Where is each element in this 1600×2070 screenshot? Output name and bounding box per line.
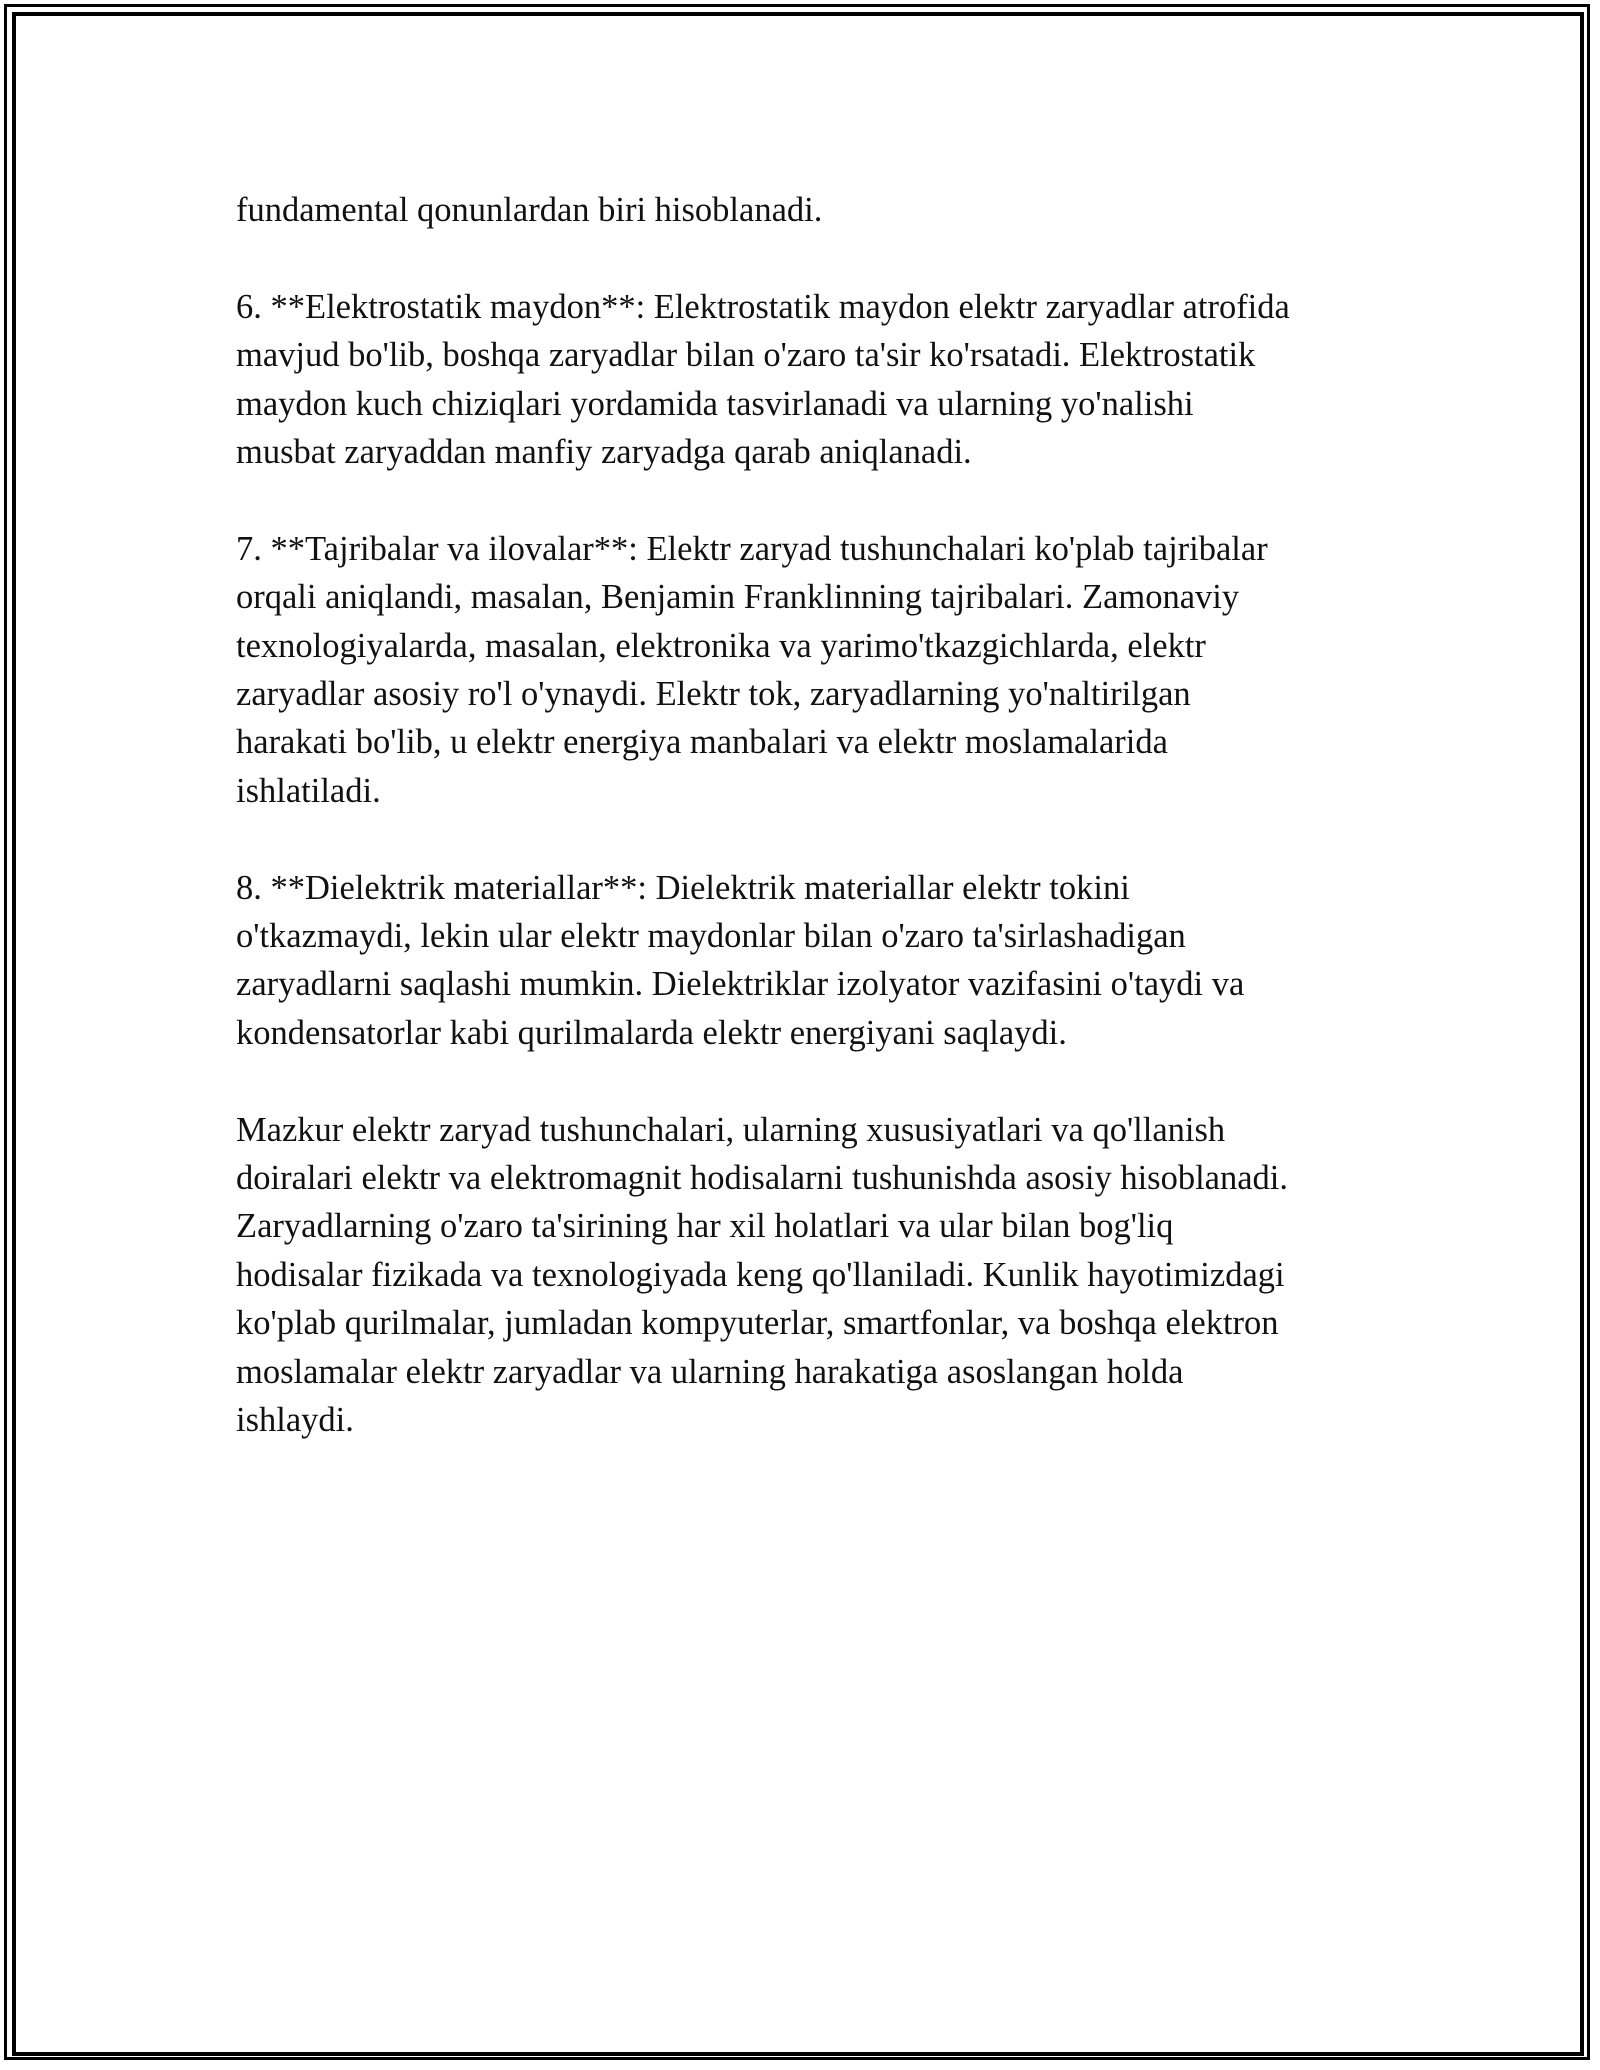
text-line: 7. **Tajribalar va ilovalar**: Elektr zaryad tushunchalari ko'plab tajribalar (236, 529, 1268, 568)
text-line: ko'plab qurilmalar, jumladan kompyuterlar, smartfonlar, va boshqa elektron (236, 1304, 1279, 1343)
text-line: zaryadlarni saqlashi mumkin. Dielektriklar izolyator vazifasini o'taydi va (236, 965, 1245, 1004)
text-line: Mazkur elektr zaryad tushunchalari, ularning xususiyatlari va qo'llanish (236, 1110, 1226, 1149)
text-line: moslamalar elektr zaryadlar va ularning harakatiga asoslangan holda (236, 1352, 1184, 1391)
text-line: zaryadlar asosiy ro'l o'ynaydi. Elektr tok, zaryadlarning yo'naltirilgan (236, 675, 1191, 714)
text-line: hodisalar fizikada va texnologiyada keng qo'llaniladi. Kunlik hayotimizdagi (236, 1255, 1285, 1294)
document-body (236, 186, 1376, 1493)
text-line: 6. **Elektrostatik maydon**: Elektrostatik maydon elektr zaryadlar atrofida (236, 287, 1290, 326)
text-line: musbat zaryaddan manfiy zaryadga qarab aniqlanadi. (236, 433, 972, 472)
text-line: 8. **Dielektrik materiallar**: Dielektrik materiallar elektr tokini (236, 868, 1130, 907)
paragraph-continuation (236, 186, 1376, 234)
text-line: o'tkazmaydi, lekin ular elektr maydonlar bilan o'zaro ta'sirlashadigan (236, 917, 1186, 956)
paragraph-conclusion (236, 1106, 1376, 1445)
text-line: kondensatorlar kabi qurilmalarda elektr energiyani saqlaydi. (236, 1013, 1067, 1052)
text-line: ishlatiladi. (236, 771, 381, 810)
text-line: fundamental qonunlardan biri hisoblanadi. (236, 191, 823, 229)
text-line: mavjud bo'lib, boshqa zaryadlar bilan o'zaro ta'sir ko'rsatadi. Elektrostatik (236, 336, 1256, 375)
text-line: Zaryadlarning o'zaro ta'sirining har xil holatlari va ular bilan bog'liq (236, 1207, 1174, 1246)
text-line: texnologiyalarda, masalan, elektronika va yarimo'tkazgichlarda, elektr (236, 626, 1206, 665)
text-line: orqali aniqlandi, masalan, Benjamin Franklinning tajribalari. Zamonaviy (236, 578, 1240, 617)
text-line: ishlaydi. (236, 1401, 354, 1440)
text-line: doiralari elektr va elektromagnit hodisalarni tushunishda asosiy hisoblanadi. (236, 1159, 1288, 1198)
paragraph-electrostatic-field (236, 283, 1376, 477)
text-line: harakati bo'lib, u elektr energiya manbalari va elektr moslamalarida (236, 723, 1168, 762)
paragraph-dielectric-materials (236, 864, 1376, 1058)
paragraph-experiments-applications (236, 525, 1376, 815)
text-line: maydon kuch chiziqlari yordamida tasvirlanadi va ularning yo'nalishi (236, 384, 1194, 423)
